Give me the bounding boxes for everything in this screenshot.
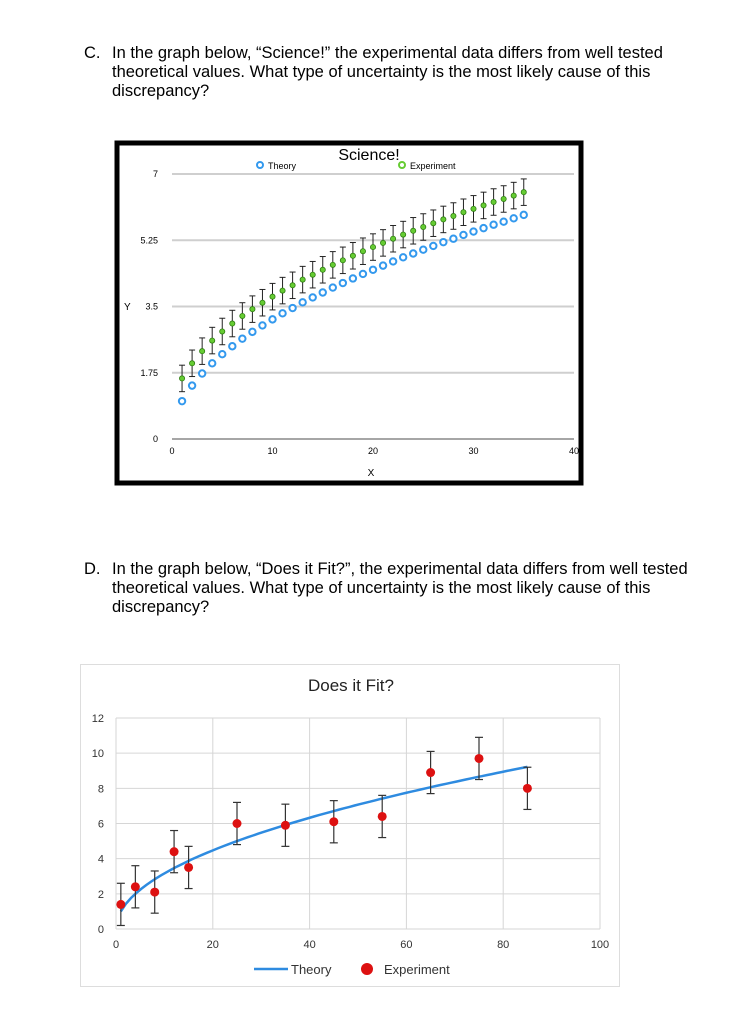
experiment-point	[411, 228, 416, 233]
experiment-point	[391, 236, 396, 241]
y-tick-label: 8	[97, 783, 104, 796]
experiment-point	[426, 768, 435, 777]
theory-point	[490, 222, 496, 228]
x-tick-label: 40	[303, 939, 316, 951]
y-tick-label: 6	[97, 818, 104, 831]
experiment-point	[370, 244, 375, 249]
experiment-point	[131, 882, 140, 891]
x-tick-label: 20	[367, 446, 379, 456]
y-tick-label: 2	[97, 888, 104, 901]
y-tick-label: 5.25	[140, 235, 158, 246]
y-tick-label: 1.75	[140, 367, 158, 378]
experiment-point	[184, 863, 193, 872]
experiment-point	[300, 277, 305, 282]
experiment-point	[290, 283, 295, 288]
experiment-point	[350, 253, 355, 258]
theory-point	[380, 262, 386, 268]
question-c-text: In the graph below, “Science!” the experimental data differs from well tested theoretical values. What type of uncertainty is the most likely cause of this discrepancy?	[112, 44, 663, 100]
theory-point	[209, 360, 215, 366]
theory-point	[289, 305, 295, 311]
experiment-point	[330, 262, 335, 267]
y-axis-label: Y	[124, 302, 131, 313]
theory-point	[430, 243, 436, 249]
experiment-point	[230, 321, 235, 326]
experiment-point	[461, 210, 466, 215]
experiment-point	[471, 206, 476, 211]
x-tick-label: 60	[400, 939, 413, 951]
x-tick-label: 30	[468, 446, 479, 456]
theory-point	[239, 335, 245, 341]
experiment-point	[281, 821, 290, 830]
y-tick-label: 0	[152, 434, 158, 444]
theory-point	[189, 382, 195, 388]
experiment-point	[280, 288, 285, 293]
theory-point	[521, 212, 527, 218]
theory-point	[320, 289, 326, 295]
theory-point	[340, 280, 346, 286]
x-tick-label: 100	[590, 939, 610, 951]
y-tick-label: 7	[152, 169, 158, 179]
question-d-text: In the graph below, “Does it Fit?”, the experimental data differs from well tested theoretical values. What type of uncertainty is the most likely cause of this discrepancy?	[112, 560, 688, 616]
y-tick-label: 3.5	[145, 301, 158, 312]
theory-point	[269, 316, 275, 322]
theory-point	[229, 343, 235, 349]
theory-point	[279, 310, 285, 316]
experiment-point	[401, 232, 406, 237]
y-tick-label: 0	[97, 924, 104, 936]
legend-experiment-label: Experiment	[410, 161, 456, 171]
theory-point	[440, 239, 446, 245]
theory-point	[460, 232, 466, 238]
chart-border	[81, 665, 620, 987]
experiment-point	[233, 819, 242, 828]
theory-point	[390, 258, 396, 264]
theory-point	[249, 329, 255, 335]
experiment-point	[240, 313, 245, 318]
x-axis-label: X	[367, 468, 375, 479]
does-it-fit-chart	[80, 664, 620, 987]
experiment-point	[310, 272, 315, 277]
experiment-point	[116, 900, 125, 909]
science-chart	[114, 140, 584, 486]
theory-point	[259, 322, 265, 328]
experiment-point	[179, 376, 184, 381]
experiment-point	[441, 217, 446, 222]
experiment-point	[511, 193, 516, 198]
experiment-point	[150, 888, 159, 897]
theory-point	[370, 267, 376, 273]
y-tick-label: 4	[97, 853, 104, 866]
experiment-point	[491, 199, 496, 204]
x-tick-label: 0	[112, 939, 120, 951]
theory-point	[511, 215, 517, 221]
theory-point	[199, 370, 205, 376]
theory-point	[310, 294, 316, 300]
theory-point	[350, 275, 356, 281]
theory-point	[179, 398, 185, 404]
experiment-point	[451, 213, 456, 218]
experiment-point	[250, 307, 255, 312]
question-c	[84, 44, 724, 101]
experiment-point	[260, 300, 265, 305]
x-tick-label: 0	[169, 446, 175, 456]
theory-point	[400, 254, 406, 260]
experiment-point	[340, 258, 345, 263]
question-c-letter: C.	[84, 44, 101, 62]
experiment-point	[329, 817, 338, 826]
theory-point	[299, 299, 305, 305]
experiment-point	[501, 196, 506, 201]
chart-title: Science!	[338, 147, 400, 164]
theory-point	[420, 247, 426, 253]
x-tick-label: 80	[497, 939, 510, 951]
legend-theory-label: Theory	[291, 962, 332, 977]
theory-point	[410, 250, 416, 256]
legend-experiment-marker	[361, 963, 373, 975]
legend-experiment-label: Experiment	[384, 962, 450, 977]
y-tick-label: 10	[91, 748, 104, 761]
question-d-letter: D.	[84, 560, 101, 578]
question-d	[84, 560, 724, 617]
experiment-point	[190, 361, 195, 366]
experiment-point	[431, 221, 436, 226]
chart-title: Does it Fit?	[308, 676, 394, 695]
experiment-point	[521, 190, 526, 195]
theory-point	[500, 219, 506, 225]
theory-point	[450, 236, 456, 242]
theory-point	[219, 351, 225, 357]
theory-point	[470, 228, 476, 234]
experiment-point	[210, 338, 215, 343]
experiment-point	[220, 329, 225, 334]
experiment-point	[320, 267, 325, 272]
y-tick-label: 12	[91, 713, 104, 725]
x-tick-label: 10	[267, 446, 278, 456]
experiment-point	[200, 349, 205, 354]
experiment-point	[475, 754, 484, 763]
legend-theory-label: Theory	[268, 161, 297, 171]
experiment-point	[421, 224, 426, 229]
experiment-point	[380, 240, 385, 245]
theory-point	[480, 225, 486, 231]
x-tick-label: 40	[568, 446, 580, 456]
theory-point	[360, 271, 366, 277]
experiment-point	[170, 847, 179, 856]
experiment-point	[481, 203, 486, 208]
x-tick-label: 20	[206, 939, 219, 951]
experiment-point	[270, 294, 275, 299]
experiment-point	[360, 249, 365, 254]
experiment-point	[523, 784, 532, 793]
theory-point	[330, 284, 336, 290]
experiment-point	[378, 812, 387, 821]
